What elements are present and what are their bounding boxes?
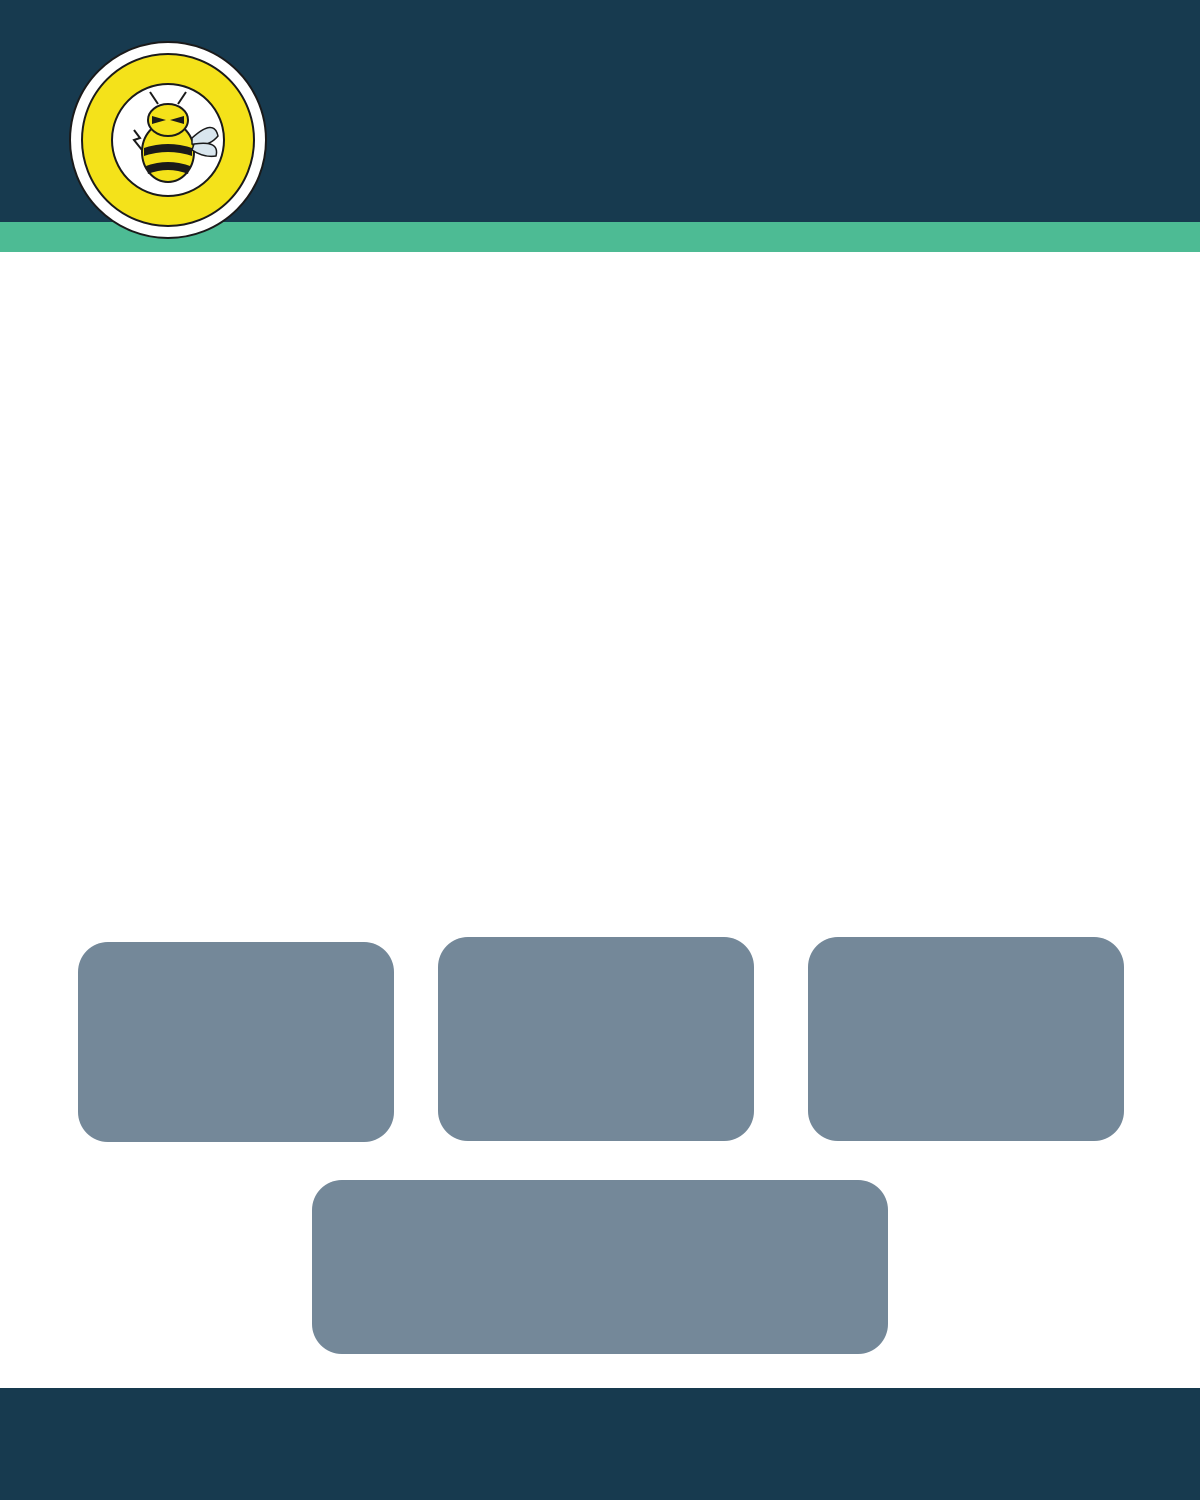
senior-center-card <box>438 937 754 1141</box>
saline-community-education-logo <box>68 40 268 240</box>
thank-you-card <box>78 942 394 1142</box>
parks-rec-card <box>808 937 1124 1141</box>
community-education-card <box>312 1180 888 1354</box>
page-footer <box>0 1388 1200 1500</box>
